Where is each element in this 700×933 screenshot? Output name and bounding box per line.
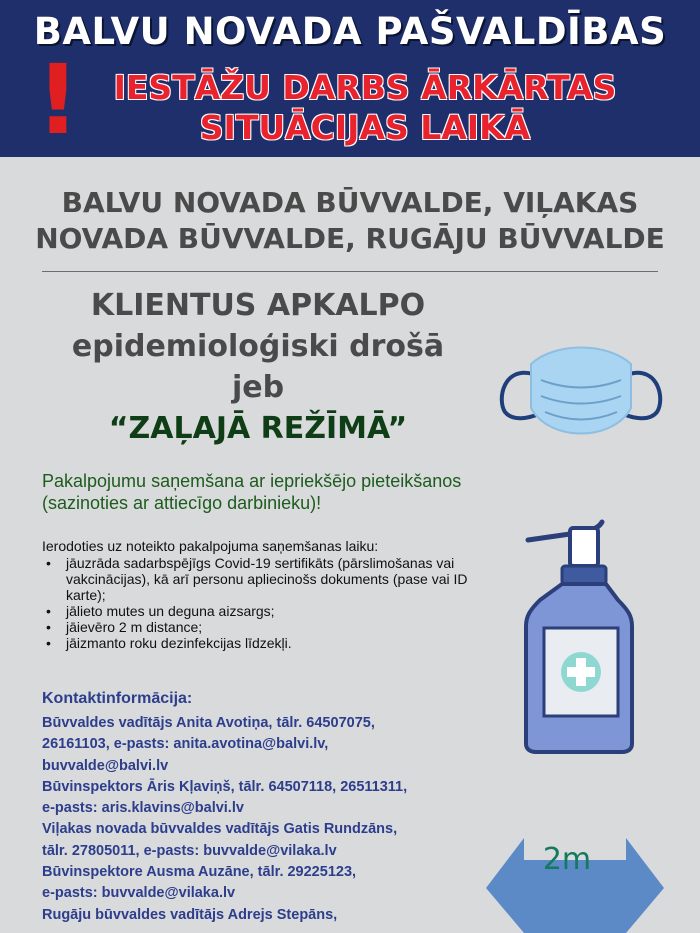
office-names-line2: NOVADA BŪVVALDE, RUGĀJU BŪVVALDE	[35, 222, 665, 255]
contact-line: e-pasts: buvvalde@vilaka.lv	[42, 885, 236, 902]
alert-subtitle-line2: SITUĀCIJAS LAIKĀ	[199, 108, 531, 147]
contacts-block	[42, 713, 502, 926]
contact-line: Rugāju būvvaldes vadītājs Adrejs Stepāns,	[42, 906, 338, 923]
contact-line: buvvalde@balvi.lv	[42, 757, 169, 774]
contact-line: Viļakas novada būvvaldes vadītājs Gatis Rundzāns,	[42, 821, 398, 838]
contact-line: e-pasts: aris.klavins@balvi.lv	[42, 800, 244, 817]
municipality-title: BALVU NOVADA PAŠVALDĪBAS	[33, 10, 667, 53]
face-mask-icon	[495, 338, 667, 450]
service-mode-heading	[28, 285, 488, 449]
list-item: • jāievēro 2 m distance;	[42, 619, 472, 635]
service-mode-line2: epidemioloģiski drošā	[71, 329, 445, 364]
green-mode-label: “ZAĻAJĀ REŽĪMĀ”	[108, 411, 408, 446]
alert-subtitle-line1: IESTĀŽU DARBS ĀRKĀRTAS	[113, 68, 617, 107]
safety-rules-list	[42, 555, 472, 651]
exclamation-icon: !	[36, 44, 80, 156]
service-mode-line1: KLIENTUS APKALPO	[90, 288, 426, 323]
hand-sanitizer-icon	[522, 518, 636, 754]
distance-arrow-icon	[486, 838, 664, 933]
divider	[42, 271, 658, 272]
contact-line: Būvinspektore Ausma Auzāne, tālr. 29225123,	[42, 864, 357, 881]
contact-line: Būvvaldes vadītājs Anita Avotiņa, tālr. 64507075,	[42, 715, 375, 731]
list-item: • jāizmanto roku dezinfekcijas līdzekļi.	[42, 635, 472, 651]
contact-line: tālr. 27805011, e-pasts: buvvalde@vilaka.lv	[42, 842, 337, 859]
appointment-notice: Pakalpojumu saņemšana ar iepriekšējo pieteikšanos (sazinoties ar attiecīgo darbinieku)!	[42, 471, 462, 513]
list-item: • jālieto mutes un deguna aizsargs;	[42, 603, 472, 619]
appointment-intro: Ierodoties uz noteikto pakalpojuma saņemšanas laiku:	[42, 538, 379, 554]
service-mode-line3: jeb	[231, 370, 285, 405]
alert-subtitle	[80, 68, 650, 148]
contacts-heading: Kontaktinformācija:	[42, 690, 193, 707]
contact-line: 26161103, e-pasts: anita.avotina@balvi.lv,	[42, 736, 329, 753]
office-names	[0, 185, 700, 257]
office-names-line1: BALVU NOVADA BŪVVALDE, VIĻAKAS	[61, 186, 639, 219]
contact-line: Būvinspektors Āris Kļaviņš, tālr. 64507118, 26511311,	[42, 778, 408, 795]
distance-label: 2m	[542, 842, 592, 877]
list-item: • jāuzrāda sadarbspējīgs Covid-19 sertifikāts (pārslimošanas vai vakcinācijas), kā arī personu apliecinošs dokuments (pase vai ID karte);	[42, 555, 472, 603]
header-banner	[0, 0, 700, 157]
